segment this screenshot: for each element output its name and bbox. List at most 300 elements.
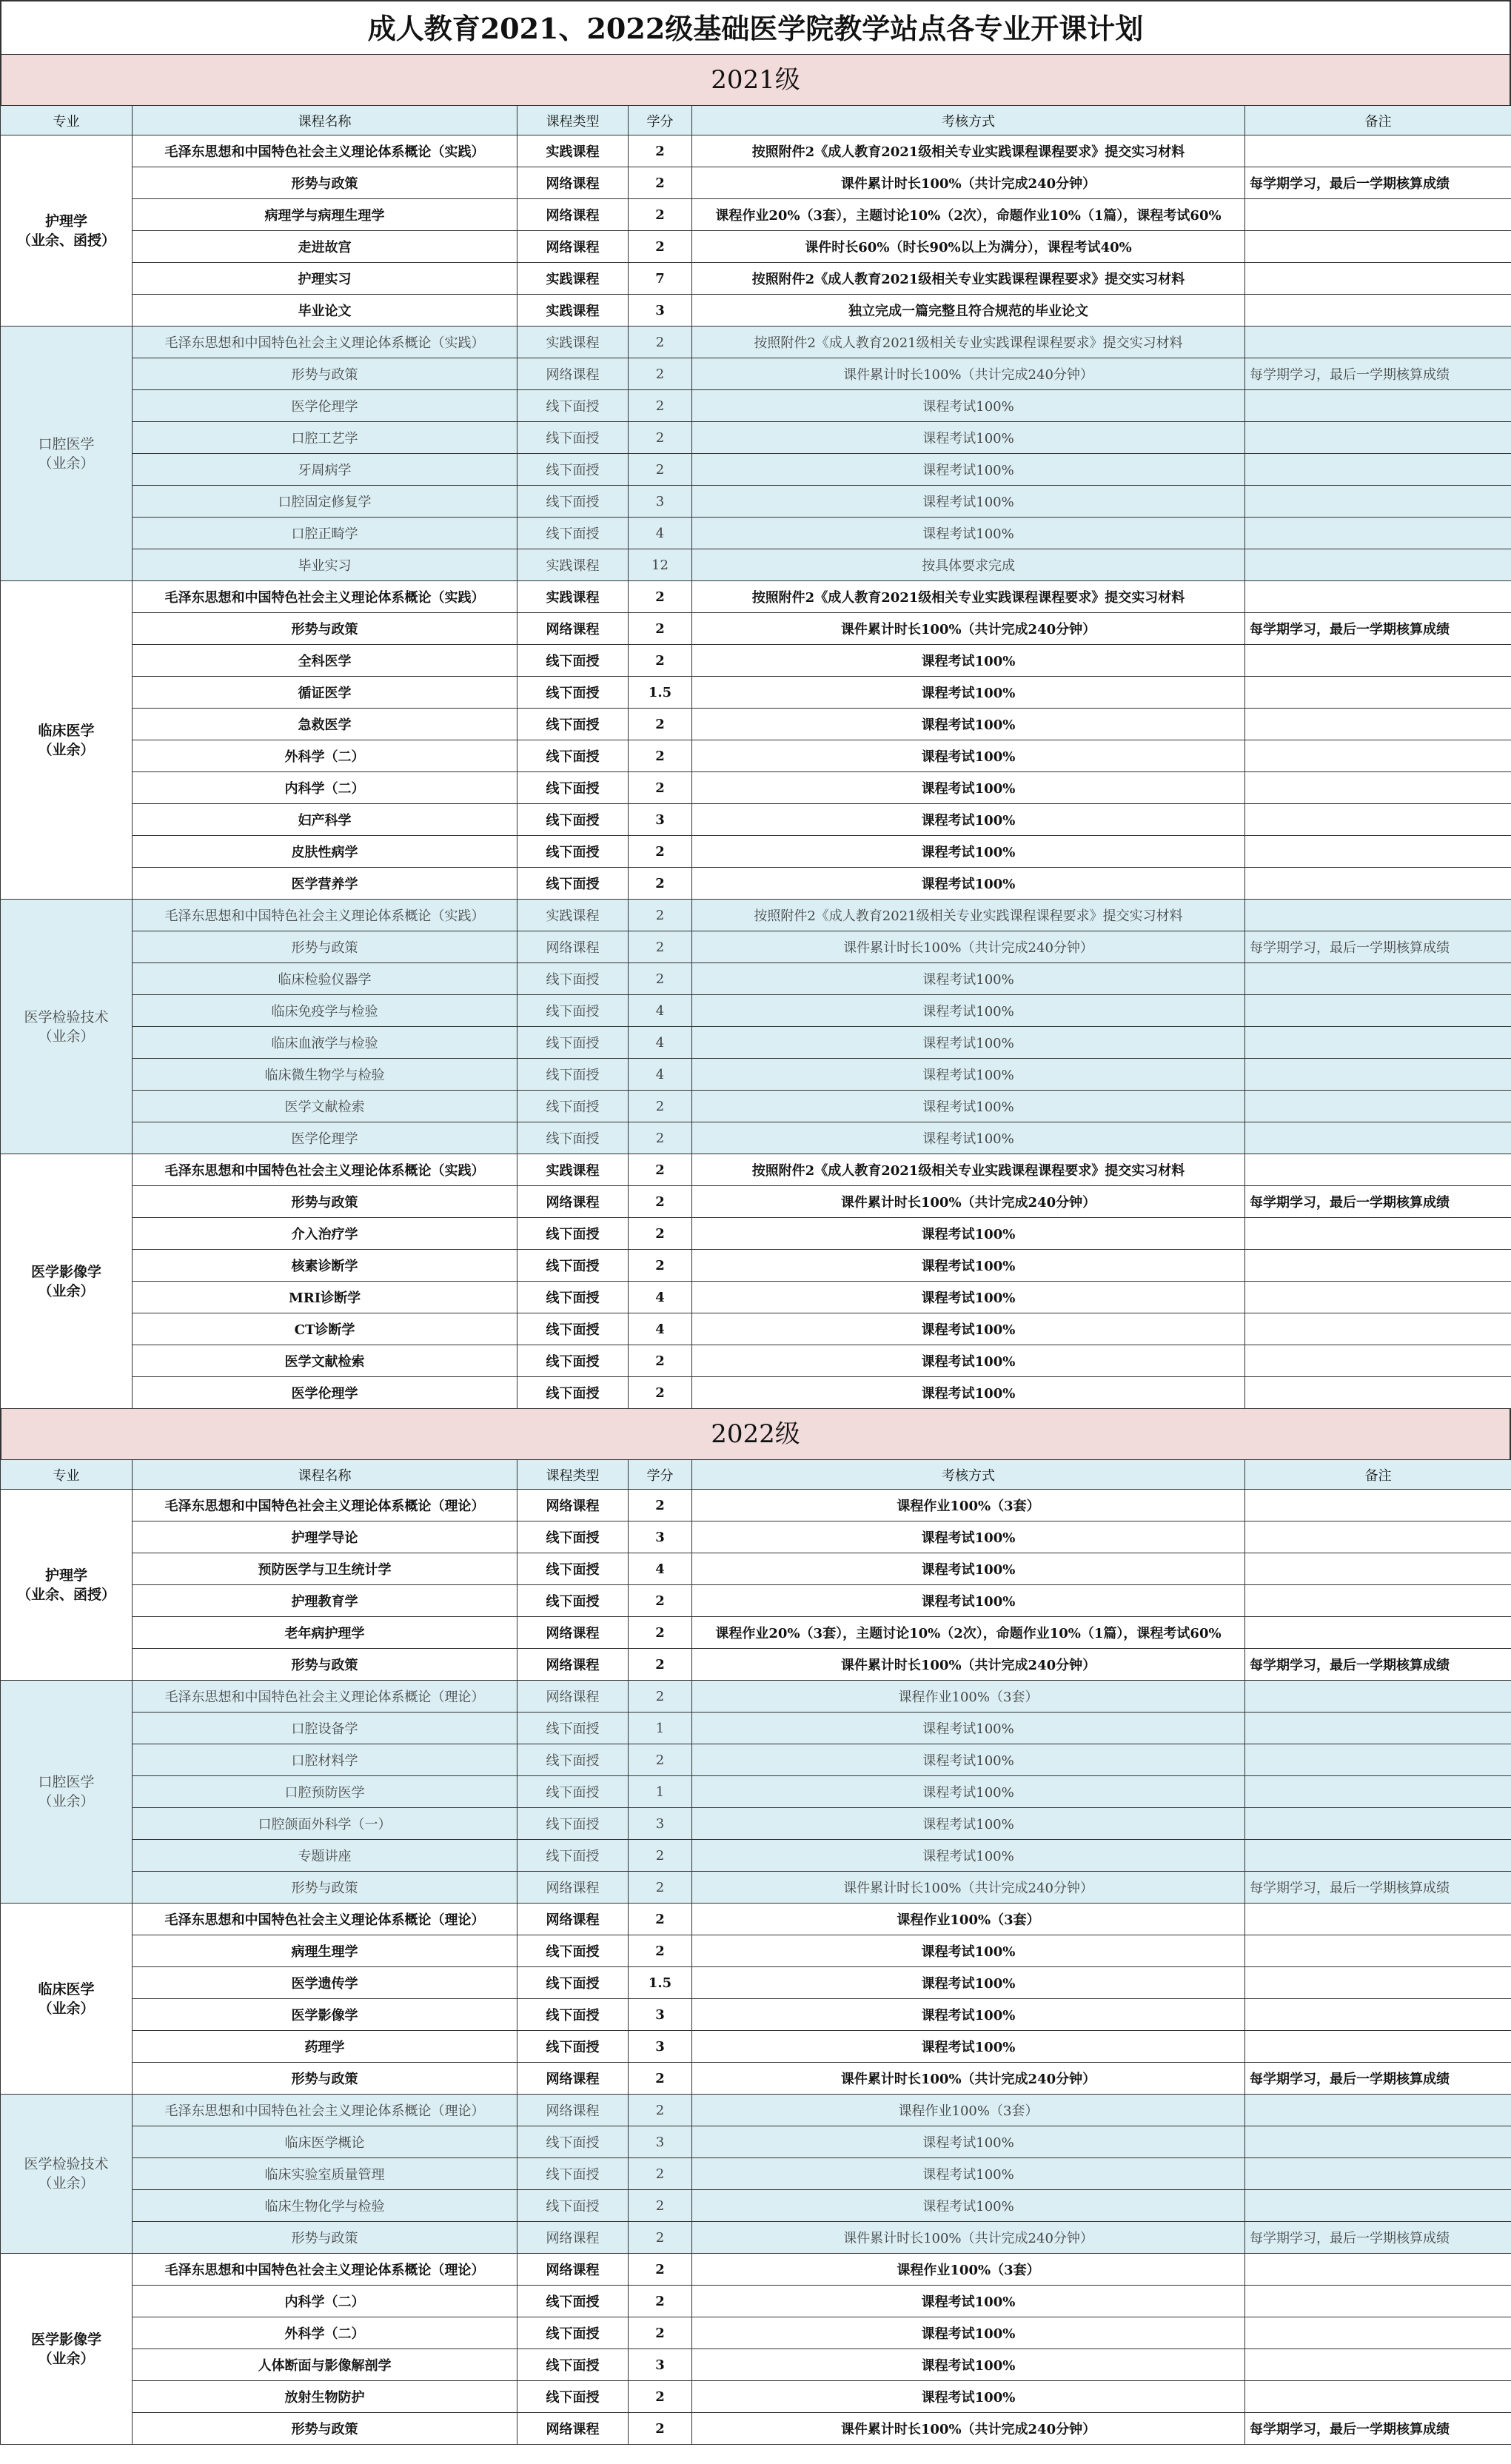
credit-cell: 2 xyxy=(629,740,692,772)
course-name-cell: 口腔材料学 xyxy=(133,1744,517,1776)
table-row xyxy=(1,1059,1511,1091)
header-type: 课程类型 xyxy=(517,1460,629,1490)
course-type-cell: 线下面授 xyxy=(517,804,629,836)
credit-cell: 2 xyxy=(629,2222,692,2254)
assessment-cell: 课程考试100% xyxy=(692,2317,1245,2349)
course-name-cell: 临床免疫学与检验 xyxy=(133,995,517,1027)
table-row xyxy=(1,167,1511,199)
credit-cell: 2 xyxy=(629,1840,692,1872)
table-row xyxy=(1,327,1511,358)
course-type-cell: 线下面授 xyxy=(517,740,629,772)
course-type-cell: 实践课程 xyxy=(517,549,629,581)
credit-cell: 2 xyxy=(629,1377,692,1409)
course-name-cell: 毛泽东思想和中国特色社会主义理论体系概论（理论） xyxy=(133,1490,517,1521)
note-cell xyxy=(1245,709,1511,740)
note-cell xyxy=(1245,1122,1511,1154)
course-name-cell: 毛泽东思想和中国特色社会主义理论体系概论（实践） xyxy=(133,1154,517,1186)
document-title: 成人教育2021、2022级基础医学院教学站点各专业开课计划 xyxy=(0,0,1511,55)
credit-cell: 2 xyxy=(629,581,692,613)
course-name-cell: 毛泽东思想和中国特色社会主义理论体系概论（理论） xyxy=(133,2095,517,2126)
major-group xyxy=(1,1904,1511,2095)
header-credit: 学分 xyxy=(629,1460,692,1490)
course-name-cell: 人体断面与影像解剖学 xyxy=(133,2349,517,2381)
course-type-cell: 线下面授 xyxy=(517,1935,629,1967)
table-row xyxy=(1,1681,1511,1713)
note-cell xyxy=(1245,868,1511,900)
course-type-cell: 网络课程 xyxy=(517,2222,629,2254)
table-row xyxy=(1,295,1511,327)
course-type-cell: 线下面授 xyxy=(517,1808,629,1840)
credit-cell: 2 xyxy=(629,1490,692,1521)
credit-cell: 2 xyxy=(629,645,692,677)
table-row xyxy=(1,1250,1511,1282)
credit-cell: 2 xyxy=(629,2190,692,2222)
course-type-cell: 线下面授 xyxy=(517,486,629,518)
course-name-cell: 形势与政策 xyxy=(133,1872,517,1904)
course-type-cell: 网络课程 xyxy=(517,613,629,645)
course-type-cell: 网络课程 xyxy=(517,1872,629,1904)
course-name-cell: 临床医学概论 xyxy=(133,2126,517,2158)
table-row xyxy=(1,740,1511,772)
credit-cell: 3 xyxy=(629,804,692,836)
course-type-cell: 线下面授 xyxy=(517,2190,629,2222)
assessment-cell: 课程作业100%（3套） xyxy=(692,1904,1245,1935)
major-cell: 临床医学 （业余） xyxy=(1,581,133,900)
credit-cell: 2 xyxy=(629,2317,692,2349)
table-row xyxy=(1,1282,1511,1313)
assessment-cell: 课程考试100% xyxy=(692,1713,1245,1744)
assessment-cell: 课程考试100% xyxy=(692,518,1245,549)
credit-cell: 4 xyxy=(629,1553,692,1585)
course-name-cell: 走进故宫 xyxy=(133,231,517,263)
table-row xyxy=(1,135,1511,167)
assessment-cell: 课程考试100% xyxy=(692,1585,1245,1617)
course-name-cell: 外科学（二） xyxy=(133,740,517,772)
note-cell xyxy=(1245,1617,1511,1649)
assessment-cell: 课件累计时长100%（共计完成240分钟） xyxy=(692,2063,1245,2095)
course-type-cell: 线下面授 xyxy=(517,1967,629,1999)
table-row xyxy=(1,1872,1511,1904)
assessment-cell: 课程考试100% xyxy=(692,2349,1245,2381)
note-cell xyxy=(1245,486,1511,518)
course-type-cell: 线下面授 xyxy=(517,454,629,486)
note-cell: 每学期学习，最后一学期核算成绩 xyxy=(1245,613,1511,645)
note-cell xyxy=(1245,2158,1511,2190)
credit-cell: 2 xyxy=(629,1585,692,1617)
course-name-cell: 医学遗传学 xyxy=(133,1967,517,1999)
note-cell xyxy=(1245,295,1511,327)
assessment-cell: 课件累计时长100%（共计完成240分钟） xyxy=(692,931,1245,963)
course-name-cell: 牙周病学 xyxy=(133,454,517,486)
credit-cell: 2 xyxy=(629,836,692,868)
assessment-cell: 课件累计时长100%（共计完成240分钟） xyxy=(692,358,1245,390)
note-cell: 每学期学习，最后一学期核算成绩 xyxy=(1245,2413,1511,2445)
course-type-cell: 线下面授 xyxy=(517,1250,629,1282)
note-cell xyxy=(1245,1345,1511,1377)
course-name-cell: 医学影像学 xyxy=(133,1999,517,2031)
assessment-cell: 课程考试100% xyxy=(692,868,1245,900)
header-note: 备注 xyxy=(1245,1460,1511,1490)
credit-cell: 2 xyxy=(629,2413,692,2445)
note-cell xyxy=(1245,2031,1511,2063)
note-cell xyxy=(1245,199,1511,231)
note-cell xyxy=(1245,1377,1511,1409)
table-row xyxy=(1,518,1511,549)
course-type-cell: 网络课程 xyxy=(517,1490,629,1521)
course-name-cell: 毕业实习 xyxy=(133,549,517,581)
course-name-cell: 形势与政策 xyxy=(133,358,517,390)
note-cell xyxy=(1245,995,1511,1027)
course-name-cell: 核素诊断学 xyxy=(133,1250,517,1282)
course-type-cell: 实践课程 xyxy=(517,900,629,931)
note-cell xyxy=(1245,772,1511,804)
note-cell xyxy=(1245,740,1511,772)
course-name-cell: 护理实习 xyxy=(133,263,517,295)
credit-cell: 2 xyxy=(629,1218,692,1250)
assessment-cell: 课件累计时长100%（共计完成240分钟） xyxy=(692,1186,1245,1218)
note-cell xyxy=(1245,1553,1511,1585)
course-type-cell: 网络课程 xyxy=(517,1649,629,1681)
course-name-cell: 护理教育学 xyxy=(133,1585,517,1617)
credit-cell: 4 xyxy=(629,1313,692,1345)
table-row xyxy=(1,2126,1511,2158)
course-type-cell: 实践课程 xyxy=(517,135,629,167)
credit-cell: 4 xyxy=(629,1027,692,1059)
major-cell: 口腔医学 （业余） xyxy=(1,327,133,581)
course-name-cell: 临床生物化学与检验 xyxy=(133,2190,517,2222)
course-name-cell: 内科学（二） xyxy=(133,2286,517,2317)
assessment-cell: 课程考试100% xyxy=(692,2190,1245,2222)
course-name-cell: 放射生物防护 xyxy=(133,2381,517,2413)
course-type-cell: 线下面授 xyxy=(517,995,629,1027)
note-cell xyxy=(1245,2095,1511,2126)
credit-cell: 3 xyxy=(629,295,692,327)
note-cell xyxy=(1245,1490,1511,1521)
credit-cell: 2 xyxy=(629,327,692,358)
major-cell: 临床医学 （业余） xyxy=(1,1904,133,2095)
note-cell xyxy=(1245,1713,1511,1744)
header-major: 专业 xyxy=(1,1460,133,1490)
course-name-cell: 医学营养学 xyxy=(133,868,517,900)
major-group xyxy=(1,581,1511,900)
course-name-cell: 介入治疗学 xyxy=(133,1218,517,1250)
table-row xyxy=(1,1713,1511,1744)
note-cell xyxy=(1245,1154,1511,1186)
assessment-cell: 独立完成一篇完整且符合规范的毕业论文 xyxy=(692,295,1245,327)
assessment-cell: 课件累计时长100%（共计完成240分钟） xyxy=(692,2222,1245,2254)
course-name-cell: 口腔颌面外科学（一） xyxy=(133,1808,517,1840)
course-name-cell: CT诊断学 xyxy=(133,1313,517,1345)
assessment-cell: 课程考试100% xyxy=(692,995,1245,1027)
table-row xyxy=(1,1027,1511,1059)
table-row xyxy=(1,2063,1511,2095)
credit-cell: 2 xyxy=(629,135,692,167)
note-cell xyxy=(1245,1904,1511,1935)
course-name-cell: 外科学（二） xyxy=(133,2317,517,2349)
table-row xyxy=(1,1154,1511,1186)
table-row xyxy=(1,645,1511,677)
assessment-cell: 课程考试100% xyxy=(692,2031,1245,2063)
header-row xyxy=(1,106,1511,135)
assessment-cell: 课程考试100% xyxy=(692,772,1245,804)
assessment-cell: 课程考试100% xyxy=(692,1776,1245,1808)
course-name-cell: 口腔固定修复学 xyxy=(133,486,517,518)
course-name-cell: 毛泽东思想和中国特色社会主义理论体系概论（理论） xyxy=(133,1681,517,1713)
note-cell xyxy=(1245,390,1511,422)
note-cell xyxy=(1245,327,1511,358)
major-group xyxy=(1,1681,1511,1904)
course-name-cell: 循证医学 xyxy=(133,677,517,709)
table-row xyxy=(1,358,1511,390)
note-cell xyxy=(1245,1218,1511,1250)
course-name-cell: 妇产科学 xyxy=(133,804,517,836)
note-cell xyxy=(1245,422,1511,454)
course-type-cell: 网络课程 xyxy=(517,167,629,199)
course-name-cell: 临床检验仪器学 xyxy=(133,963,517,995)
assessment-cell: 课程作业100%（3套） xyxy=(692,1490,1245,1521)
assessment-cell: 课程考试100% xyxy=(692,1744,1245,1776)
assessment-cell: 按照附件2《成人教育2021级相关专业实践课程课程要求》提交实习材料 xyxy=(692,581,1245,613)
note-cell xyxy=(1245,1808,1511,1840)
table-row xyxy=(1,486,1511,518)
assessment-cell: 课程考试100% xyxy=(692,1345,1245,1377)
note-cell xyxy=(1245,1967,1511,1999)
note-cell xyxy=(1245,963,1511,995)
course-table xyxy=(0,105,1511,1409)
table-row xyxy=(1,1999,1511,2031)
assessment-cell: 课件累计时长100%（共计完成240分钟） xyxy=(692,2413,1245,2445)
course-name-cell: MRI诊断学 xyxy=(133,1282,517,1313)
note-cell xyxy=(1245,1744,1511,1776)
assessment-cell: 按照附件2《成人教育2021级相关专业实践课程课程要求》提交实习材料 xyxy=(692,263,1245,295)
header-assess: 考核方式 xyxy=(692,106,1245,135)
credit-cell: 2 xyxy=(629,709,692,740)
credit-cell: 2 xyxy=(629,1649,692,1681)
note-cell xyxy=(1245,2286,1511,2317)
major-cell: 口腔医学 （业余） xyxy=(1,1681,133,1904)
credit-cell: 3 xyxy=(629,1999,692,2031)
header-assess: 考核方式 xyxy=(692,1460,1245,1490)
course-type-cell: 线下面授 xyxy=(517,1744,629,1776)
table-row xyxy=(1,1585,1511,1617)
note-cell xyxy=(1245,1091,1511,1122)
course-name-cell: 口腔设备学 xyxy=(133,1713,517,1744)
course-name-cell: 医学伦理学 xyxy=(133,1377,517,1409)
header-type: 课程类型 xyxy=(517,106,629,135)
note-cell xyxy=(1245,1776,1511,1808)
course-name-cell: 医学文献检索 xyxy=(133,1345,517,1377)
credit-cell: 1.5 xyxy=(629,677,692,709)
table-row xyxy=(1,2349,1511,2381)
course-type-cell: 网络课程 xyxy=(517,2063,629,2095)
assessment-cell: 课程考试100% xyxy=(692,804,1245,836)
credit-cell: 2 xyxy=(629,1154,692,1186)
assessment-cell: 课程作业100%（3套） xyxy=(692,2254,1245,2286)
course-name-cell: 形势与政策 xyxy=(133,2222,517,2254)
note-cell xyxy=(1245,900,1511,931)
course-name-cell: 药理学 xyxy=(133,2031,517,2063)
assessment-cell: 课程考试100% xyxy=(692,1250,1245,1282)
assessment-cell: 课程考试100% xyxy=(692,2126,1245,2158)
course-type-cell: 线下面授 xyxy=(517,1313,629,1345)
table-row xyxy=(1,2413,1511,2445)
major-cell: 医学影像学 （业余） xyxy=(1,2254,133,2445)
course-name-cell: 病理生理学 xyxy=(133,1935,517,1967)
note-cell xyxy=(1245,645,1511,677)
note-cell xyxy=(1245,1521,1511,1553)
table-row xyxy=(1,1377,1511,1409)
table-row xyxy=(1,2317,1511,2349)
major-cell: 医学检验技术 （业余） xyxy=(1,2095,133,2254)
course-type-cell: 网络课程 xyxy=(517,1681,629,1713)
course-name-cell: 临床血液学与检验 xyxy=(133,1027,517,1059)
note-cell: 每学期学习，最后一学期核算成绩 xyxy=(1245,2222,1511,2254)
credit-cell: 2 xyxy=(629,2254,692,2286)
course-type-cell: 网络课程 xyxy=(517,1186,629,1218)
course-type-cell: 线下面授 xyxy=(517,1999,629,2031)
note-cell xyxy=(1245,1059,1511,1091)
course-type-cell: 线下面授 xyxy=(517,1122,629,1154)
course-type-cell: 线下面授 xyxy=(517,2126,629,2158)
credit-cell: 3 xyxy=(629,1808,692,1840)
course-type-cell: 线下面授 xyxy=(517,2286,629,2317)
grade-heading: 2021级 xyxy=(0,55,1511,105)
credit-cell: 3 xyxy=(629,1521,692,1553)
course-type-cell: 线下面授 xyxy=(517,1027,629,1059)
note-cell xyxy=(1245,454,1511,486)
credit-cell: 3 xyxy=(629,2349,692,2381)
credit-cell: 2 xyxy=(629,2158,692,2190)
credit-cell: 2 xyxy=(629,1091,692,1122)
course-type-cell: 线下面授 xyxy=(517,1521,629,1553)
note-cell: 每学期学习，最后一学期核算成绩 xyxy=(1245,1186,1511,1218)
course-type-cell: 线下面授 xyxy=(517,518,629,549)
table-row xyxy=(1,1967,1511,1999)
credit-cell: 2 xyxy=(629,1345,692,1377)
note-cell xyxy=(1245,231,1511,263)
credit-cell: 2 xyxy=(629,231,692,263)
course-name-cell: 毛泽东思想和中国特色社会主义理论体系概论（理论） xyxy=(133,2254,517,2286)
course-type-cell: 线下面授 xyxy=(517,836,629,868)
major-group xyxy=(1,135,1511,327)
course-type-cell: 线下面授 xyxy=(517,1713,629,1744)
assessment-cell: 课程考试100% xyxy=(692,1808,1245,1840)
note-cell xyxy=(1245,1585,1511,1617)
major-cell: 护理学 （业余、函授） xyxy=(1,135,133,327)
note-cell xyxy=(1245,2126,1511,2158)
note-cell: 每学期学习，最后一学期核算成绩 xyxy=(1245,167,1511,199)
table-row xyxy=(1,2095,1511,2126)
course-name-cell: 临床微生物学与检验 xyxy=(133,1059,517,1091)
note-cell xyxy=(1245,1840,1511,1872)
course-name-cell: 形势与政策 xyxy=(133,613,517,645)
credit-cell: 1 xyxy=(629,1776,692,1808)
table-row xyxy=(1,1091,1511,1122)
note-cell: 每学期学习，最后一学期核算成绩 xyxy=(1245,931,1511,963)
assessment-cell: 课程考试100% xyxy=(692,677,1245,709)
course-name-cell: 医学伦理学 xyxy=(133,1122,517,1154)
course-type-cell: 线下面授 xyxy=(517,868,629,900)
assessment-cell: 课程考试100% xyxy=(692,1122,1245,1154)
credit-cell: 2 xyxy=(629,422,692,454)
course-type-cell: 网络课程 xyxy=(517,2254,629,2286)
course-type-cell: 线下面授 xyxy=(517,645,629,677)
table-row xyxy=(1,2158,1511,2190)
course-type-cell: 线下面授 xyxy=(517,1585,629,1617)
table-row xyxy=(1,995,1511,1027)
header-course: 课程名称 xyxy=(133,1460,517,1490)
table-row xyxy=(1,2286,1511,2317)
credit-cell: 4 xyxy=(629,995,692,1027)
major-cell: 医学影像学 （业余） xyxy=(1,1154,133,1409)
note-cell xyxy=(1245,1681,1511,1713)
assessment-cell: 课程考试100% xyxy=(692,1282,1245,1313)
assessment-cell: 课程考试100% xyxy=(692,2381,1245,2413)
note-cell: 每学期学习，最后一学期核算成绩 xyxy=(1245,2063,1511,2095)
note-cell: 每学期学习，最后一学期核算成绩 xyxy=(1245,358,1511,390)
table-row xyxy=(1,1186,1511,1218)
table-row xyxy=(1,2222,1511,2254)
note-cell xyxy=(1245,2317,1511,2349)
course-type-cell: 网络课程 xyxy=(517,2095,629,2126)
assessment-cell: 课程考试100% xyxy=(692,709,1245,740)
credit-cell: 2 xyxy=(629,931,692,963)
assessment-cell: 课程考试100% xyxy=(692,486,1245,518)
note-cell xyxy=(1245,1027,1511,1059)
course-type-cell: 线下面授 xyxy=(517,2158,629,2190)
course-type-cell: 线下面授 xyxy=(517,1091,629,1122)
credit-cell: 2 xyxy=(629,1935,692,1967)
table-row xyxy=(1,1617,1511,1649)
table-row xyxy=(1,1553,1511,1585)
note-cell xyxy=(1245,836,1511,868)
course-type-cell: 线下面授 xyxy=(517,2317,629,2349)
table-row xyxy=(1,1345,1511,1377)
course-type-cell: 线下面授 xyxy=(517,1377,629,1409)
major-group xyxy=(1,900,1511,1154)
table-row xyxy=(1,2031,1511,2063)
assessment-cell: 课程考试100% xyxy=(692,1377,1245,1409)
note-cell: 每学期学习，最后一学期核算成绩 xyxy=(1245,1649,1511,1681)
header-row xyxy=(1,1460,1511,1490)
course-name-cell: 形势与政策 xyxy=(133,2413,517,2445)
table-row xyxy=(1,2381,1511,2413)
credit-cell: 2 xyxy=(629,1744,692,1776)
course-name-cell: 预防医学与卫生统计学 xyxy=(133,1553,517,1585)
credit-cell: 3 xyxy=(629,2031,692,2063)
course-type-cell: 线下面授 xyxy=(517,1345,629,1377)
course-type-cell: 线下面授 xyxy=(517,2349,629,2381)
credit-cell: 2 xyxy=(629,454,692,486)
table-row xyxy=(1,549,1511,581)
credit-cell: 4 xyxy=(629,1282,692,1313)
credit-cell: 2 xyxy=(629,2381,692,2413)
assessment-cell: 按照附件2《成人教育2021级相关专业实践课程课程要求》提交实习材料 xyxy=(692,135,1245,167)
table-row xyxy=(1,868,1511,900)
credit-cell: 4 xyxy=(629,1059,692,1091)
course-type-cell: 线下面授 xyxy=(517,772,629,804)
table-row xyxy=(1,709,1511,740)
credit-cell: 1.5 xyxy=(629,1967,692,1999)
course-type-cell: 线下面授 xyxy=(517,422,629,454)
header-major: 专业 xyxy=(1,106,133,135)
assessment-cell: 课件累计时长100%（共计完成240分钟） xyxy=(692,167,1245,199)
table-row xyxy=(1,1521,1511,1553)
table-row xyxy=(1,390,1511,422)
course-name-cell: 老年病护理学 xyxy=(133,1617,517,1649)
assessment-cell: 课件累计时长100%（共计完成240分钟） xyxy=(692,1649,1245,1681)
assessment-cell: 课程作业100%（3套） xyxy=(692,2095,1245,2126)
